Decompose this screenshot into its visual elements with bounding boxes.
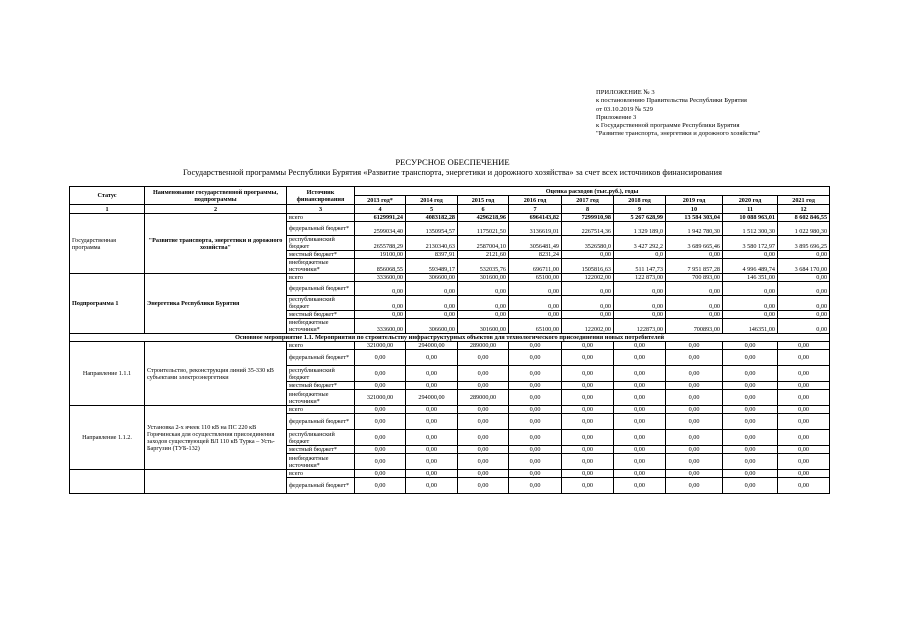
column-number: 4 [355, 205, 406, 214]
value-cell: 0,00 [562, 282, 614, 296]
program-name-cell: Строительство, реконструкция линий 35-330 кВ субъектами электроэнергетики [145, 342, 287, 406]
value-cell: 0,00 [723, 350, 778, 366]
value-cell: 532035,76 [458, 259, 509, 274]
funding-source-cell: федеральный бюджет* [287, 282, 355, 296]
value-cell: 0,00 [509, 366, 562, 382]
document-title: РЕСУРСНОЕ ОБЕСПЕЧЕНИЕ [395, 157, 510, 167]
table-row [70, 342, 830, 350]
value-cell: 0,00 [355, 382, 406, 390]
value-cell: 0,00 [723, 406, 778, 414]
column-number: 3 [287, 205, 355, 214]
value-cell: 3526580,0 [562, 236, 614, 251]
value-cell: 0,00 [562, 406, 614, 414]
value-cell: 0,00 [458, 414, 509, 430]
header-year: 2014 год [406, 196, 458, 205]
value-cell: 0,00 [509, 342, 562, 350]
funding-source-cell: республиканский бюджет [287, 236, 355, 251]
value-cell: 0,00 [406, 478, 458, 494]
value-cell: 0,00 [355, 350, 406, 366]
value-cell: 1350954,57 [406, 222, 458, 236]
value-cell: 0,00 [778, 470, 830, 478]
value-cell: 0,00 [562, 342, 614, 350]
value-cell: 0,00 [509, 390, 562, 406]
value-cell: 0,00 [562, 311, 614, 319]
value-cell: 0,00 [614, 282, 666, 296]
value-cell: 0,00 [406, 296, 458, 311]
resource-table [69, 186, 830, 494]
value-cell: 0,00 [406, 446, 458, 454]
value-cell: 0,00 [509, 382, 562, 390]
value-cell: 3 684 170,00 [778, 259, 830, 274]
column-number: 7 [509, 205, 562, 214]
value-cell: 0,00 [355, 470, 406, 478]
value-cell: 0,00 [723, 366, 778, 382]
value-cell: 3 689 665,46 [666, 236, 723, 251]
value-cell: 700 893,00 [666, 274, 723, 282]
value-cell: 0,00 [562, 251, 614, 259]
value-cell: 0,00 [406, 414, 458, 430]
value-cell: 0,00 [406, 470, 458, 478]
value-cell: 0,00 [562, 390, 614, 406]
value-cell: 0,00 [723, 478, 778, 494]
value-cell: 0,00 [778, 406, 830, 414]
value-cell: 0,00 [458, 446, 509, 454]
value-cell: 2121,60 [458, 251, 509, 259]
value-cell: 0,00 [562, 350, 614, 366]
value-cell: 0,00 [614, 454, 666, 470]
value-cell: 0,00 [406, 350, 458, 366]
value-cell: 0,00 [355, 446, 406, 454]
funding-source-cell: внебюджетные источники* [287, 319, 355, 334]
value-cell: 0,00 [778, 430, 830, 446]
value-cell: 0,00 [355, 454, 406, 470]
column-number: 8 [562, 205, 614, 214]
value-cell: 0,00 [778, 296, 830, 311]
value-cell: 321000,00 [355, 390, 406, 406]
column-number: 1 [70, 205, 145, 214]
value-cell: 0,00 [458, 382, 509, 390]
value-cell: 333600,00 [355, 274, 406, 282]
value-cell: 0,00 [458, 296, 509, 311]
appendix-note [596, 89, 760, 139]
header-year: 2018 год [614, 196, 666, 205]
appendix-line: ПРИЛОЖЕНИЕ № 3 [596, 89, 655, 96]
value-cell: 4083182,28 [406, 214, 458, 222]
status-cell: Направление 1.1.2. [70, 406, 145, 470]
value-cell: 0,00 [614, 430, 666, 446]
section-title: Основное мероприятие 1.1. Мероприятия по строительству инфраструктурных объектов для технологического присоединения новых потребителей [70, 334, 830, 342]
value-cell: 0,00 [778, 390, 830, 406]
value-cell: 301600,00 [458, 319, 509, 334]
value-cell: 511 147,73 [614, 259, 666, 274]
value-cell: 0,00 [778, 311, 830, 319]
value-cell: 3 580 172,97 [723, 236, 778, 251]
table-row [70, 470, 830, 478]
header-estimate: Оценка расходов (тыс.руб.), годы [355, 187, 830, 196]
value-cell: 0,00 [355, 311, 406, 319]
value-cell: 700893,00 [666, 319, 723, 334]
value-cell: 0,00 [666, 342, 723, 350]
appendix-line: к Государственной программе Республики Бурятия [596, 122, 740, 130]
value-cell: 0,00 [723, 382, 778, 390]
value-cell: 3 427 292,2 [614, 236, 666, 251]
header-status: Статус [70, 187, 145, 205]
funding-source-cell: всего [287, 214, 355, 222]
value-cell: 1 512 300,30 [723, 222, 778, 236]
value-cell: 0,00 [509, 430, 562, 446]
header-year: 2015 год [458, 196, 509, 205]
value-cell: 0,00 [723, 296, 778, 311]
value-cell: 0,00 [458, 406, 509, 414]
value-cell: 0,00 [458, 478, 509, 494]
value-cell: 0,00 [509, 470, 562, 478]
value-cell: 0,00 [778, 446, 830, 454]
header-name: Наименование государственной программы, подпрограммы [145, 187, 287, 205]
value-cell: 0,00 [666, 454, 723, 470]
value-cell: 0,00 [406, 406, 458, 414]
value-cell: 0,00 [614, 390, 666, 406]
document-subtitle: Государственной программы Республики Бурятия «Развитие транспорта, энергетики и дорожного хозяйства» за счет всех источников финансирования [183, 168, 722, 177]
value-cell: 122873,00 [614, 319, 666, 334]
value-cell: 2655788,29 [355, 236, 406, 251]
value-cell: 0,00 [355, 406, 406, 414]
value-cell: 2599034,40 [355, 222, 406, 236]
value-cell: 0,00 [355, 478, 406, 494]
column-number: 6 [458, 205, 509, 214]
value-cell: 0,00 [778, 274, 830, 282]
value-cell: 8 602 846,55 [778, 214, 830, 222]
value-cell: 0,00 [666, 311, 723, 319]
value-cell: 0,00 [509, 406, 562, 414]
value-cell: 0,00 [614, 311, 666, 319]
value-cell: 0,00 [614, 350, 666, 366]
value-cell: 0,00 [509, 446, 562, 454]
program-name-cell: Установка 2-х ячеек 110 кВ на ПС 220 кВ Горячинская для осуществления присоединения заходов существующей ВЛ 110 кВ Турка – Усть-Баргузин (ТУБ-132) [145, 406, 287, 470]
value-cell: 0,00 [778, 319, 830, 334]
value-cell: 6129991,24 [355, 214, 406, 222]
value-cell: 0,00 [778, 282, 830, 296]
program-name-cell: Энергетика Республики Бурятия [145, 274, 287, 334]
value-cell: 0,00 [509, 478, 562, 494]
value-cell: 0,00 [562, 454, 614, 470]
value-cell: 294000,00 [406, 342, 458, 350]
header-year: 2019 год [666, 196, 723, 205]
funding-source-cell: федеральный бюджет* [287, 478, 355, 494]
value-cell: 0,00 [723, 414, 778, 430]
value-cell: 65100,00 [509, 319, 562, 334]
funding-source-cell: всего [287, 342, 355, 350]
header-year: 2016 год [509, 196, 562, 205]
value-cell: 0,00 [355, 430, 406, 446]
value-cell: 856068,55 [355, 259, 406, 274]
value-cell: 2587004,10 [458, 236, 509, 251]
value-cell: 0,00 [614, 382, 666, 390]
value-cell: 3136619,01 [509, 222, 562, 236]
value-cell: 0,00 [355, 282, 406, 296]
value-cell: 0,00 [458, 430, 509, 446]
column-number: 12 [778, 205, 830, 214]
value-cell: 0,00 [666, 470, 723, 478]
value-cell: 0,00 [666, 390, 723, 406]
value-cell: 1 329 189,0 [614, 222, 666, 236]
table-row [70, 274, 830, 282]
value-cell: 0,00 [614, 296, 666, 311]
value-cell: 1175021,50 [458, 222, 509, 236]
value-cell: 0,00 [509, 282, 562, 296]
header-year: 2017 год [562, 196, 614, 205]
table-row [70, 214, 830, 222]
status-cell: Подпрограмма 1 [70, 274, 145, 334]
funding-source-cell: местный бюджет* [287, 382, 355, 390]
value-cell: 122 873,00 [614, 274, 666, 282]
value-cell: 0,00 [406, 430, 458, 446]
funding-source-cell: внебюджетные источники* [287, 454, 355, 470]
value-cell: 0,00 [723, 430, 778, 446]
value-cell: 0,00 [666, 430, 723, 446]
value-cell: 0,00 [458, 470, 509, 478]
value-cell: 0,00 [562, 470, 614, 478]
value-cell: 8231,24 [509, 251, 562, 259]
funding-source-cell: республиканский бюджет [287, 366, 355, 382]
value-cell: 6964143,82 [509, 214, 562, 222]
appendix-line: от 03.10.2019 № 529 [596, 105, 653, 113]
value-cell: 0,00 [723, 446, 778, 454]
value-cell: 3 895 696,25 [778, 236, 830, 251]
value-cell: 65100,00 [509, 274, 562, 282]
value-cell: 0,00 [406, 366, 458, 382]
value-cell: 0,00 [562, 296, 614, 311]
value-cell: 0,00 [666, 350, 723, 366]
value-cell: 0,00 [614, 366, 666, 382]
value-cell: 289000,00 [458, 390, 509, 406]
column-number: 10 [666, 205, 723, 214]
value-cell: 0,00 [666, 382, 723, 390]
value-cell: 333600,00 [355, 319, 406, 334]
value-cell: 10 088 963,01 [723, 214, 778, 222]
appendix-line: Приложение 3 [596, 113, 637, 121]
status-cell: Направление 1.1.1 [70, 342, 145, 406]
header-year: 2021 год [778, 196, 830, 205]
value-cell: 0,00 [509, 454, 562, 470]
value-cell: 122002,00 [562, 319, 614, 334]
value-cell: 0,00 [355, 414, 406, 430]
value-cell: 0,00 [562, 414, 614, 430]
value-cell: 1 942 780,30 [666, 222, 723, 236]
value-cell: 0,00 [666, 296, 723, 311]
value-cell: 0,00 [666, 406, 723, 414]
value-cell: 321000,00 [355, 342, 406, 350]
column-number: 9 [614, 205, 666, 214]
header-source: Источник финансирования [287, 187, 355, 205]
value-cell: 0,00 [614, 406, 666, 414]
column-number: 2 [145, 205, 287, 214]
funding-source-cell: федеральный бюджет* [287, 350, 355, 366]
value-cell: 5 267 628,99 [614, 214, 666, 222]
value-cell: 306600,00 [406, 274, 458, 282]
value-cell: 146351,00 [723, 319, 778, 334]
value-cell: 146 351,00 [723, 274, 778, 282]
value-cell: 0,00 [562, 478, 614, 494]
value-cell: 0,00 [778, 454, 830, 470]
value-cell: 0,00 [458, 350, 509, 366]
value-cell: 0,00 [562, 382, 614, 390]
value-cell: 0,00 [562, 366, 614, 382]
value-cell: 13 584 303,04 [666, 214, 723, 222]
value-cell: 0,00 [723, 282, 778, 296]
value-cell: 0,00 [458, 454, 509, 470]
value-cell: 0,00 [666, 366, 723, 382]
value-cell: 306600,00 [406, 319, 458, 334]
funding-source-cell: республиканский бюджет [287, 296, 355, 311]
funding-source-cell: всего [287, 406, 355, 414]
funding-source-cell: федеральный бюджет* [287, 222, 355, 236]
value-cell: 301600,00 [458, 274, 509, 282]
value-cell: 0,00 [562, 446, 614, 454]
funding-source-cell: местный бюджет* [287, 311, 355, 319]
table-row [70, 406, 830, 414]
value-cell: 3056481,49 [509, 236, 562, 251]
value-cell: 0,00 [509, 311, 562, 319]
value-cell: 0,00 [666, 251, 723, 259]
value-cell: 0,00 [406, 454, 458, 470]
funding-source-cell: всего [287, 274, 355, 282]
appendix-line: "Развитие транспорта, энергетики и дорожного хозяйства" [596, 130, 761, 138]
funding-source-cell: всего [287, 470, 355, 478]
funding-source-cell: республиканский бюджет [287, 430, 355, 446]
value-cell: 0,00 [778, 414, 830, 430]
value-cell: 294000,00 [406, 390, 458, 406]
value-cell: 0,00 [723, 390, 778, 406]
value-cell: 0,00 [458, 282, 509, 296]
value-cell: 0,00 [666, 414, 723, 430]
funding-source-cell: внебюджетные источники* [287, 390, 355, 406]
value-cell: 4 996 489,74 [723, 259, 778, 274]
value-cell: 0,00 [723, 342, 778, 350]
value-cell: 0,00 [778, 350, 830, 366]
value-cell: 8397,91 [406, 251, 458, 259]
funding-source-cell: федеральный бюджет* [287, 414, 355, 430]
value-cell: 0,00 [723, 251, 778, 259]
value-cell: 0,00 [778, 382, 830, 390]
value-cell: 0,00 [458, 311, 509, 319]
value-cell: 593489,17 [406, 259, 458, 274]
status-cell [70, 470, 145, 494]
value-cell: 19100,00 [355, 251, 406, 259]
value-cell: 7299910,98 [562, 214, 614, 222]
value-cell: 2130340,63 [406, 236, 458, 251]
section-row [70, 334, 830, 342]
program-name-cell: "Развитие транспорта, энергетики и дорожного хозяйства" [145, 214, 287, 274]
value-cell: 0,00 [355, 296, 406, 311]
program-name-cell [145, 470, 287, 494]
value-cell: 0,00 [406, 311, 458, 319]
value-cell: 0,00 [509, 296, 562, 311]
header-year: 2013 год* [355, 196, 406, 205]
value-cell: 0,00 [458, 366, 509, 382]
value-cell: 0,00 [723, 454, 778, 470]
value-cell: 1 022 980,30 [778, 222, 830, 236]
value-cell: 0,0 [614, 251, 666, 259]
value-cell: 4296218,96 [458, 214, 509, 222]
column-number: 5 [406, 205, 458, 214]
value-cell: 696711,00 [509, 259, 562, 274]
value-cell: 0,00 [778, 342, 830, 350]
header-year: 2020 год [723, 196, 778, 205]
value-cell: 0,00 [666, 446, 723, 454]
status-cell: Государственная программа [70, 214, 145, 274]
value-cell: 1505816,63 [562, 259, 614, 274]
value-cell: 0,00 [723, 311, 778, 319]
value-cell: 0,00 [509, 414, 562, 430]
value-cell: 0,00 [614, 470, 666, 478]
value-cell: 2267514,36 [562, 222, 614, 236]
value-cell: 289000,00 [458, 342, 509, 350]
column-number: 11 [723, 205, 778, 214]
value-cell: 0,00 [723, 470, 778, 478]
value-cell: 0,00 [614, 414, 666, 430]
value-cell: 0,00 [406, 282, 458, 296]
value-cell: 0,00 [778, 478, 830, 494]
value-cell: 0,00 [562, 430, 614, 446]
funding-source-cell: местный бюджет* [287, 251, 355, 259]
appendix-line: к постановлению Правительства Республики Бурятия [596, 97, 747, 105]
value-cell: 0,00 [666, 478, 723, 494]
value-cell: 0,00 [355, 366, 406, 382]
value-cell: 0,00 [778, 251, 830, 259]
value-cell: 0,00 [509, 350, 562, 366]
value-cell: 0,00 [614, 446, 666, 454]
value-cell: 0,00 [666, 282, 723, 296]
value-cell: 7 951 857,28 [666, 259, 723, 274]
value-cell: 0,00 [406, 382, 458, 390]
value-cell: 0,00 [614, 478, 666, 494]
value-cell: 0,00 [614, 342, 666, 350]
funding-source-cell: внебюджетные источники* [287, 259, 355, 274]
funding-source-cell: местный бюджет* [287, 446, 355, 454]
value-cell: 0,00 [778, 366, 830, 382]
value-cell: 122002,00 [562, 274, 614, 282]
